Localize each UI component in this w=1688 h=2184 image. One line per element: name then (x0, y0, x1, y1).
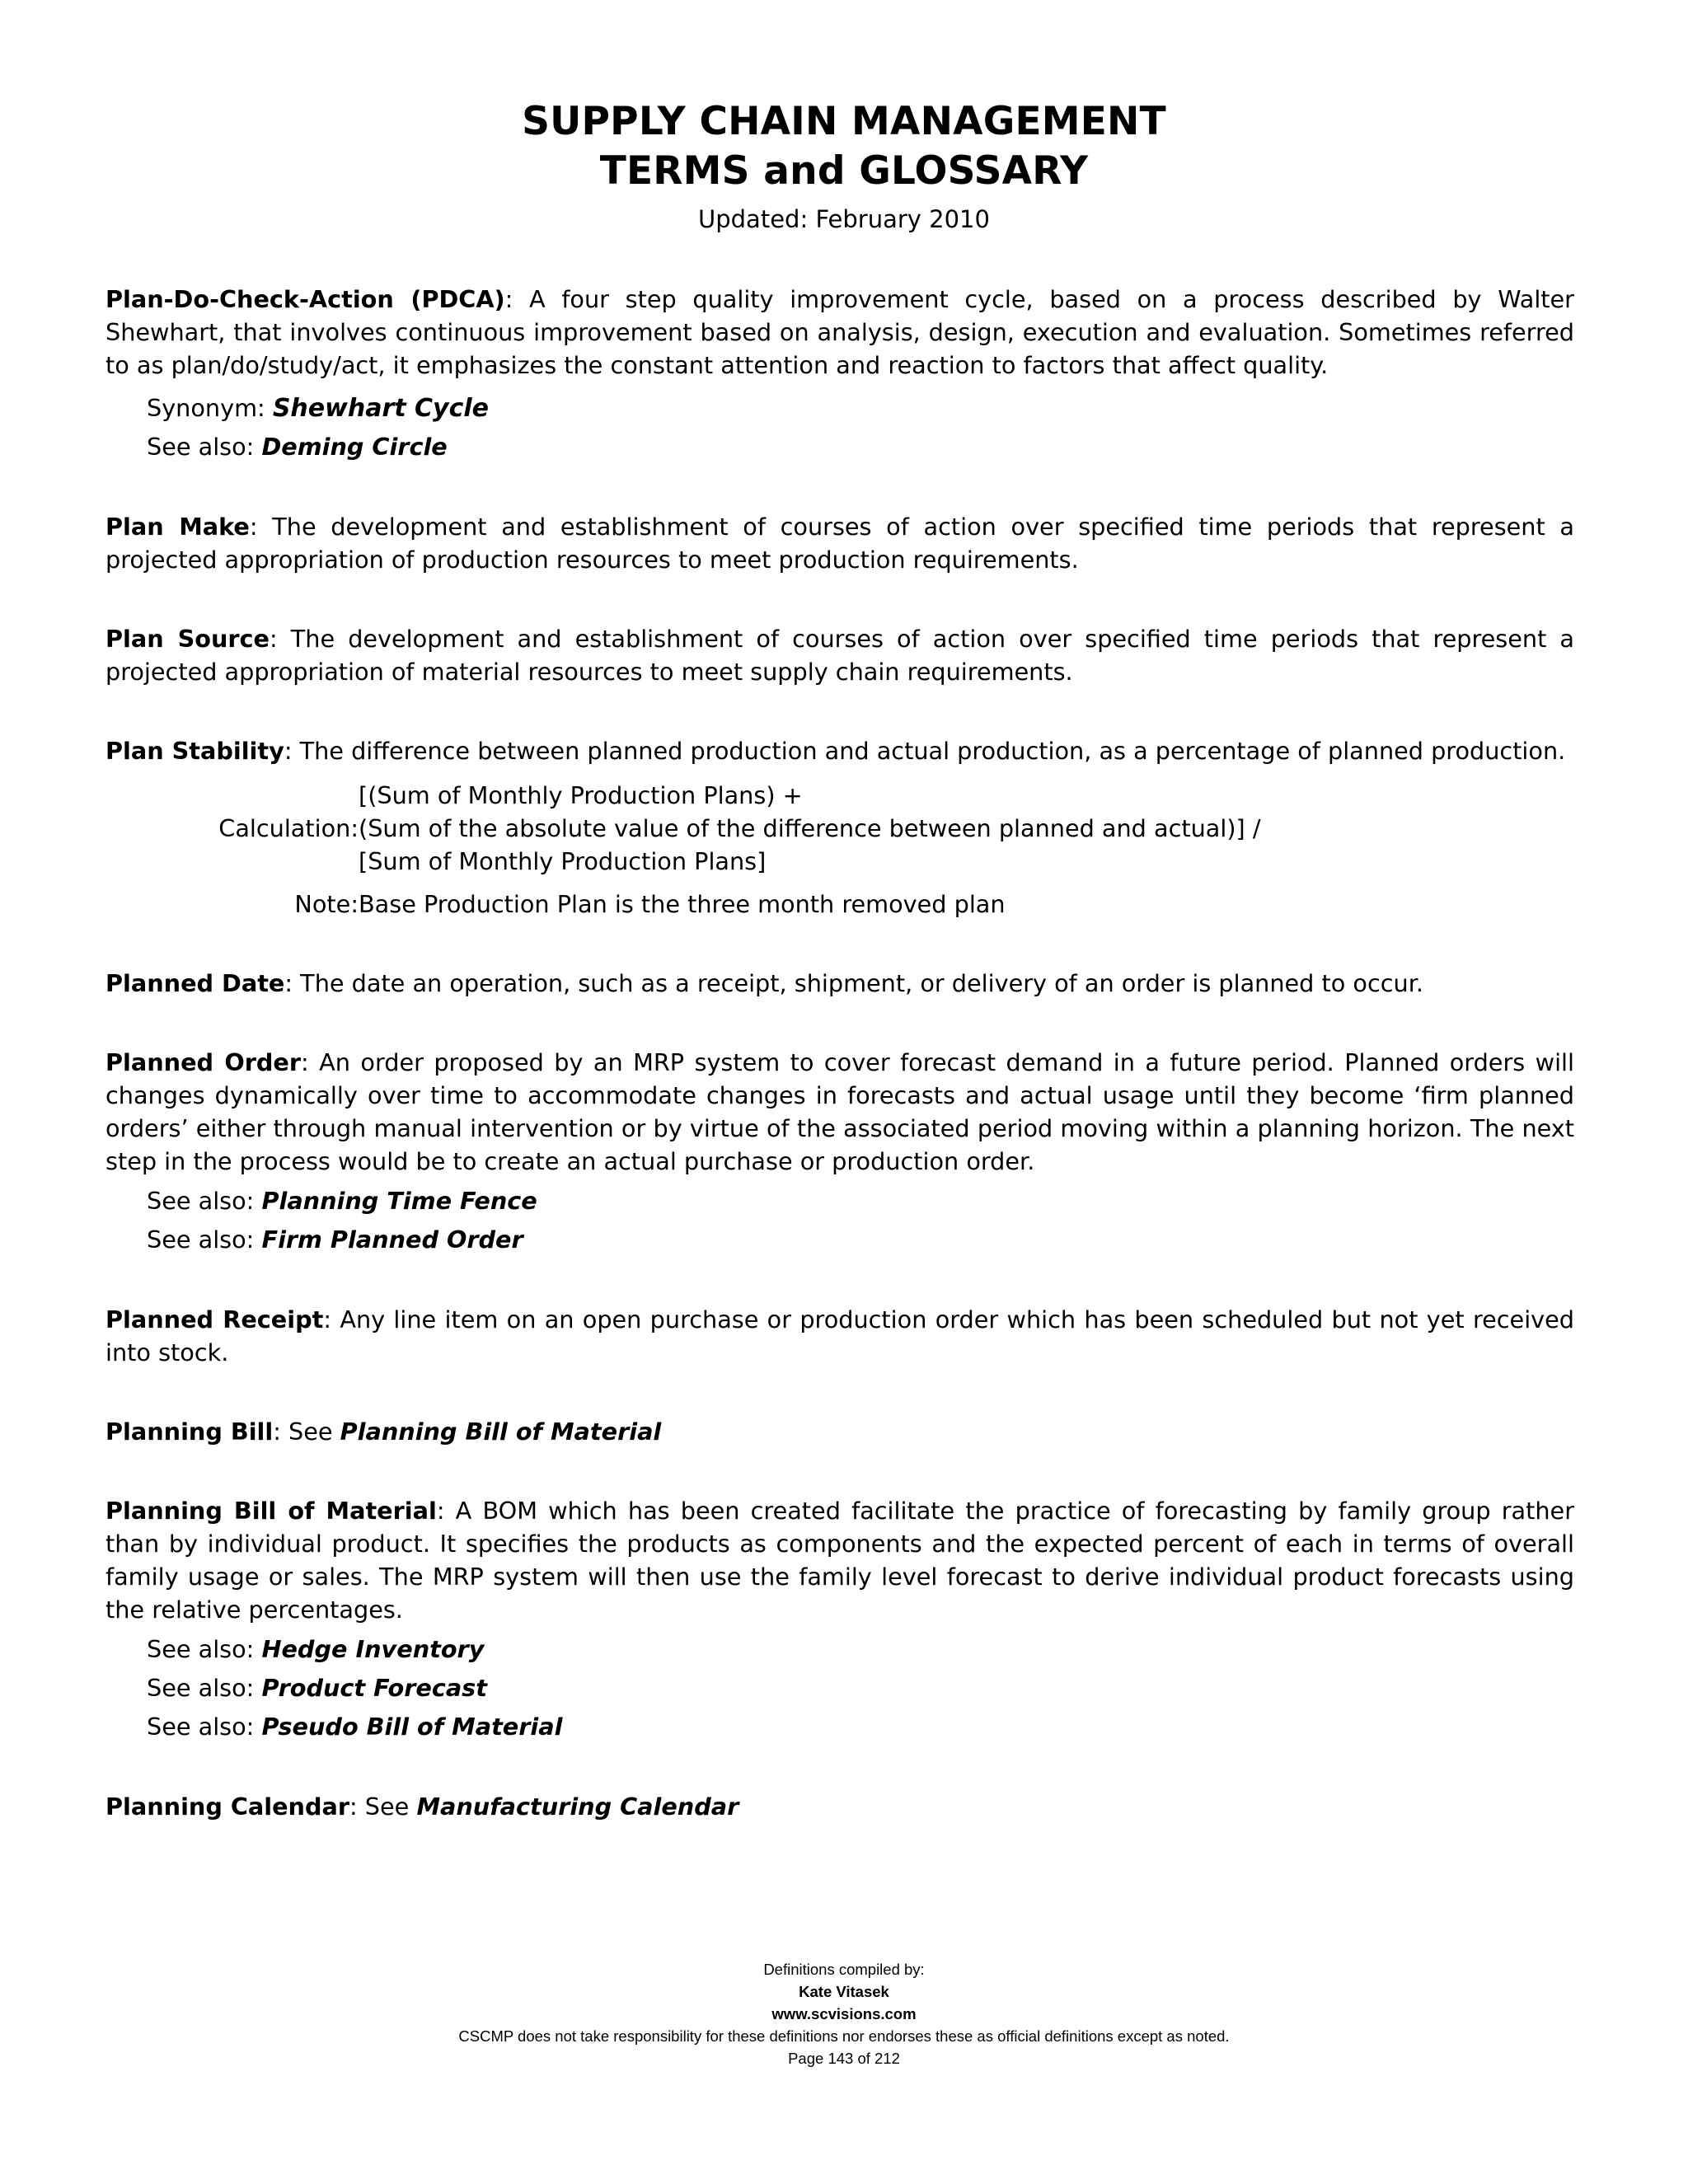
see-reference: Manufacturing Calendar (416, 1793, 739, 1821)
entry-definition (106, 1494, 1574, 1626)
glossary-entry (106, 510, 1574, 576)
entry-text: : Any line item on an open purchase or production order which has been scheduled but not yet received into stock. (106, 1305, 1575, 1366)
see-also-term: Hedge Inventory (261, 1635, 485, 1663)
calculation-label: Calculation: (218, 814, 359, 842)
see-also-term: Deming Circle (261, 433, 448, 461)
glossary-entry (106, 967, 1574, 1000)
entry-term: Plan Stability (106, 737, 284, 765)
document-title-line1: SUPPLY CHAIN MANAGEMENT (522, 99, 1166, 144)
footer-compiled-by: Definitions compiled by: (763, 1961, 925, 1978)
entry-text: : The development and establishment of courses of action over specified time periods that represent a projected appropriation of production resources to meet production requirements. (106, 513, 1574, 574)
entry-definition (106, 1046, 1574, 1178)
entry-text: : The difference between planned production and actual production, as a percentage of planned production. (284, 737, 1566, 765)
note-label: Note: (294, 890, 359, 918)
entry-definition (106, 622, 1574, 688)
synonym-line (147, 391, 1574, 425)
glossary-entry (106, 1494, 1574, 1744)
see-also-label: See also: (147, 1187, 262, 1215)
entry-text: : An order proposed by an MRP system to cover forecast demand in a future period. Planned orders will changes dynamically over time to accommodate changes in forecasts and actual usage until they become ‘firm planned orders’ either through manual intervention or by virtue of the associated period moving within a planning horizon. The next step in the process would be to create an actual purchase or production order. (106, 1048, 1574, 1175)
see-also-label: See also: (147, 1674, 262, 1702)
calculation-row (106, 779, 1574, 812)
see-also-line (147, 1223, 1574, 1257)
footer-disclaimer: CSCMP does not take responsibility for these definitions nor endorses these as official definitions except as noted. (458, 2027, 1230, 2045)
calculation-line: [Sum of Monthly Production Plans] (359, 847, 767, 875)
entry-term: Planned Date (106, 969, 285, 997)
entry-term: Plan Make (106, 513, 250, 541)
entry-term: Plan-Do-Check-Action (PDCA) (106, 285, 505, 313)
see-also-term: Planning Time Fence (261, 1187, 537, 1215)
calculation-line: (Sum of the absolute value of the difference between planned and actual)] / (359, 814, 1261, 842)
glossary-content (106, 283, 1574, 1869)
glossary-entry (106, 283, 1574, 464)
glossary-entry (106, 1790, 1574, 1823)
see-also-term: Pseudo Bill of Material (261, 1713, 563, 1741)
updated-date: Updated: February 2010 (698, 205, 990, 233)
entry-text: : A four step quality improvement cycle, based on a process described by Walter Shewhart, that involves continuous improvement based on analysis, design, execution and evaluation. Sometimes referred to as plan/do/study/act, it emphasizes the constant attention and reaction to factors that affect quality. (106, 285, 1574, 379)
entry-text: : The date an operation, such as a receipt, shipment, or delivery of an order is planned to occur. (284, 969, 1423, 997)
entry-definition (106, 1415, 1574, 1448)
entry-term: Plan Source (106, 625, 270, 653)
note-row (106, 888, 1574, 921)
calculation-row (106, 845, 1574, 878)
calculation-block (106, 779, 1574, 921)
page-footer (0, 1958, 1688, 2069)
note-text: Base Production Plan is the three month removed plan (359, 890, 1006, 918)
entry-definition (106, 283, 1574, 382)
entry-term: Planning Bill of Material (106, 1497, 437, 1525)
entry-definition (106, 1303, 1574, 1369)
entry-term: Planning Bill (106, 1418, 274, 1446)
entry-text: : See (349, 1793, 417, 1821)
glossary-entry (106, 734, 1574, 921)
entry-term: Planned Order (106, 1048, 302, 1076)
see-reference: Planning Bill of Material (340, 1418, 662, 1446)
see-also-term: Firm Planned Order (261, 1226, 523, 1254)
document-header (0, 97, 1688, 236)
entry-text: : A BOM which has been created facilitate the practice of forecasting by family group rather than by individual product. It specifies the products as components and the expected percent of each in terms of overall family usage or sales. The MRP system will then use the family level forecast to derive individual product forecasts using the relative percentages. (106, 1497, 1574, 1624)
see-also-line (147, 1184, 1574, 1218)
entry-text: : The development and establishment of courses of action over specified time periods that represent a projected appropriation of material resources to meet supply chain requirements. (106, 625, 1575, 686)
see-also-line (147, 430, 1574, 464)
footer-website: www.scvisions.com (771, 2005, 917, 2022)
glossary-entry (106, 1303, 1574, 1369)
see-also-label: See also: (147, 1713, 262, 1741)
document-title-line2: TERMS and GLOSSARY (599, 148, 1089, 194)
synonym-term: Shewhart Cycle (272, 394, 490, 423)
glossary-entry (106, 1415, 1574, 1448)
footer-author: Kate Vitasek (799, 1983, 889, 2000)
calculation-row (106, 812, 1574, 845)
glossary-entry (106, 622, 1574, 688)
see-also-label: See also: (147, 1635, 262, 1663)
calculation-line: [(Sum of Monthly Production Plans) + (359, 781, 803, 809)
entry-definition (106, 510, 1574, 576)
footer-page-number: Page 143 of 212 (788, 2050, 900, 2067)
see-also-line (147, 1710, 1574, 1744)
glossary-entry (106, 1046, 1574, 1257)
see-also-line (147, 1633, 1574, 1666)
entry-definition (106, 1790, 1574, 1823)
entry-definition (106, 734, 1574, 767)
entry-term: Planning Calendar (106, 1793, 350, 1821)
see-also-line (147, 1671, 1574, 1705)
synonym-label: Synonym: (147, 394, 273, 422)
entry-term: Planned Receipt (106, 1305, 324, 1333)
entry-text: : See (273, 1418, 340, 1446)
see-also-label: See also: (147, 433, 262, 461)
see-also-label: See also: (147, 1226, 262, 1254)
entry-definition (106, 967, 1574, 1000)
see-also-term: Product Forecast (261, 1674, 487, 1702)
